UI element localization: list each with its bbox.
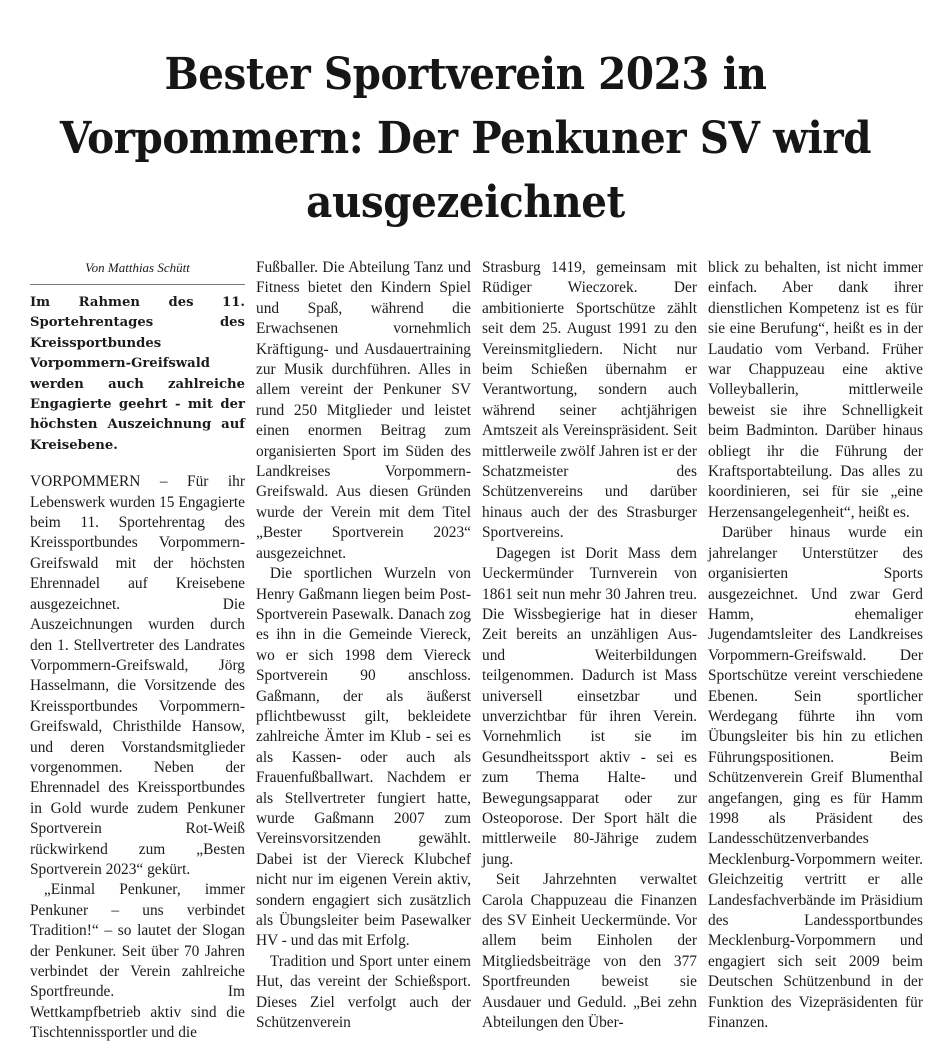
article-paragraph: Die sportlichen Wurzeln von Henry Gaßmann liegen beim Post-Sportverein Pasewalk. Danach zog es ihn in die Gemeinde Viereck, wo er sich 1998 dem Viereck Sportverein 90 anschloss. Gaßmann, der als äußerst pflichtbewusst gilt, bekleidete zahlreiche Ämter im Klub - sei es als Kassen- oder auch als Frauenfußballwart. Nachdem er als Stellvertreter fungiert hatte, wurde Gaßmann 2007 zum Vereinsvorsitzenden gewählt. Dabei ist der Viereck Klubchef nicht nur im eigenen Verein aktiv, sondern engagiert sich zusätzlich als Übungsleiter beim Pasewalker HV - und das mit Erfolg. xyxy=(256,565,471,950)
article-lead: Im Rahmen des 11. Sportehrentages des Kreissportbundes Vorpommern-Greifswald werden auch zahlreiche Engagierte geehrt - mit der höchsten Auszeichnung auf Kreisebene. xyxy=(30,295,245,453)
article-column-2 xyxy=(256,258,471,1033)
article-paragraph: „Einmal Penkuner, immer Penkuner – uns verbindet Tradition!“ – so lautet der Slogan der Penkuner. Seit über 70 Jahren verbindet der Verein zahlreiche Sportfreunde. Im Wettkampfbetrieb aktiv sind die Tischtennissportler und die xyxy=(30,881,245,1042)
article-column-1 xyxy=(30,258,245,1044)
article-column-4 xyxy=(708,258,923,1033)
article-paragraph: Fußballer. Die Abteilung Tanz und Fitness bietet den Kindern Spiel und Spaß, während die Erwachsenen vornehmlich Kräftigung- und Ausdauertraining zur Musik durchführen. Alles in allem vereint der Penkuner SV rund 250 Mitglieder und leistet einen enormen Beitrag zum organisierten Sport im Süden des Landkreises Vorpommern-Greifswald. Aus diesen Gründen wurde der Verein mit dem Titel „Bester Sportverein 2023“ ausgezeichnet. xyxy=(256,259,471,562)
article-headline: Bester Sportverein 2023 in Vorpommern: Der Penkuner SV wird ausgezeichnet xyxy=(59,49,872,229)
article-paragraph: VORPOMMERN – Für ihr Lebenswerk wurden 15 Engagierte beim 11. Sportehrentag des Kreissportbundes Vorpommern-Greifswald mit der höchsten Ehrennadel auf Kreisebene ausgezeichnet. Die Auszeichnungen wurden durch den 1. Stellvertreter des Landrates Vorpommern-Greifswald, Jörg Hasselmann, die Vorsitzende des Kreissportbundes Vorpommern-Greifswald, Christhilde Hansow, und deren Vorstandsmitglieder vorgenommen. Neben der Ehrennadel des Kreissportbundes in Gold wurde zudem Penkuner Sportverein Rot-Weiß rückwirkend zum „Besten Sportverein 2023“ gekürt. xyxy=(30,473,245,878)
article-paragraph: Darüber hinaus wurde ein jahrelanger Unterstützer des organisierten Sports ausgezeichnet. Und zwar Gerd Hamm, ehemaliger Jugendamtsleiter des Landkreises Vorpommern-Greifswald. Der Sportschütze vereint verschiedene Ebenen. Sein sportlicher Werdegang führte ihn vom Übungsleiter bis hin zu etlichen Führungspositionen. Beim Schützenverein Greif Blumenthal angefangen, ging es für Hamm 1998 als Präsident des Landesschützenverbandes Mecklenburg-Vorpommern weiter. Gleichzeitig vertritt er alle Landesfachverbände im Präsidium des Landessportbundes Mecklenburg-Vorpommern und engagiert sich seit 2009 beim Deutschen Schützenbund in der Funktion des Vizepräsidenten für Finanzen. xyxy=(708,524,923,1032)
article-byline: Von Matthias Schütt xyxy=(30,258,245,285)
article-paragraph: Tradition und Sport unter einem Hut, das vereint der Schießsport. Dieses Ziel verfolgt auch der Schützenverein xyxy=(256,952,471,1032)
article-paragraph: Strasburg 1419, gemeinsam mit Rüdiger Wieczorek. Der ambitionierte Sportschütze zählt seit dem 25. August 1991 zu den Vereinsmitgliedern. Nicht nur beim Schießen übernahm er Verantwortung, sondern auch während seiner achtjährigen Amtszeit als Vereinspräsident. Seit mittlerweile zwölf Jahren ist er der Schatzmeister des Schützenvereins und darüber hinaus auch der des Strasburger Sportvereins. xyxy=(482,259,697,542)
article-paragraph: blick zu behalten, ist nicht immer einfach. Aber dank ihrer dienstlichen Kompetenz ist es für sie eine Berufung“, heißt es in der Laudatio vom Verband. Früher war Chappuzeau eine aktive Volleyballerin, mittlerweile beweist sie ihre Schnelligkeit beim Badminton. Darüber hinaus obliegt ihr die Führung der Kraftsportabteilung. Das alles zu koordinieren, sei für sie „eine Herzensangelegenheit“, heißt es. xyxy=(708,259,923,521)
article-paragraph: Seit Jahrzehnten verwaltet Carola Chappuzeau die Finanzen des SV Einheit Ueckermünde. Vor allem beim Einholen der Mitgliedsbeiträge von den 377 Sportfreunden beweist sie Ausdauer und Geduld. „Bei zehn Abteilungen den Über- xyxy=(482,871,697,1032)
article-paragraph: Dagegen ist Dorit Mass dem Ueckermünder Turnverein von 1861 seit nun mehr 30 Jahren treu. Die Wissbegierige hat in dieser Zeit bereits an unzähligen Aus- und Weiterbildungen teilgenommen. Dadurch ist Mass universell einsetzbar und unverzichtbar für ihren Verein. Vornehmlich ist sie im Gesundheitssport aktiv - sei es zum Thema Halte- und Bewegungsapparat oder zur Osteoporose. Der Sport hält die mittlerweile 80-Jährige zudem jung. xyxy=(482,544,697,868)
article-column-3 xyxy=(482,258,697,1033)
